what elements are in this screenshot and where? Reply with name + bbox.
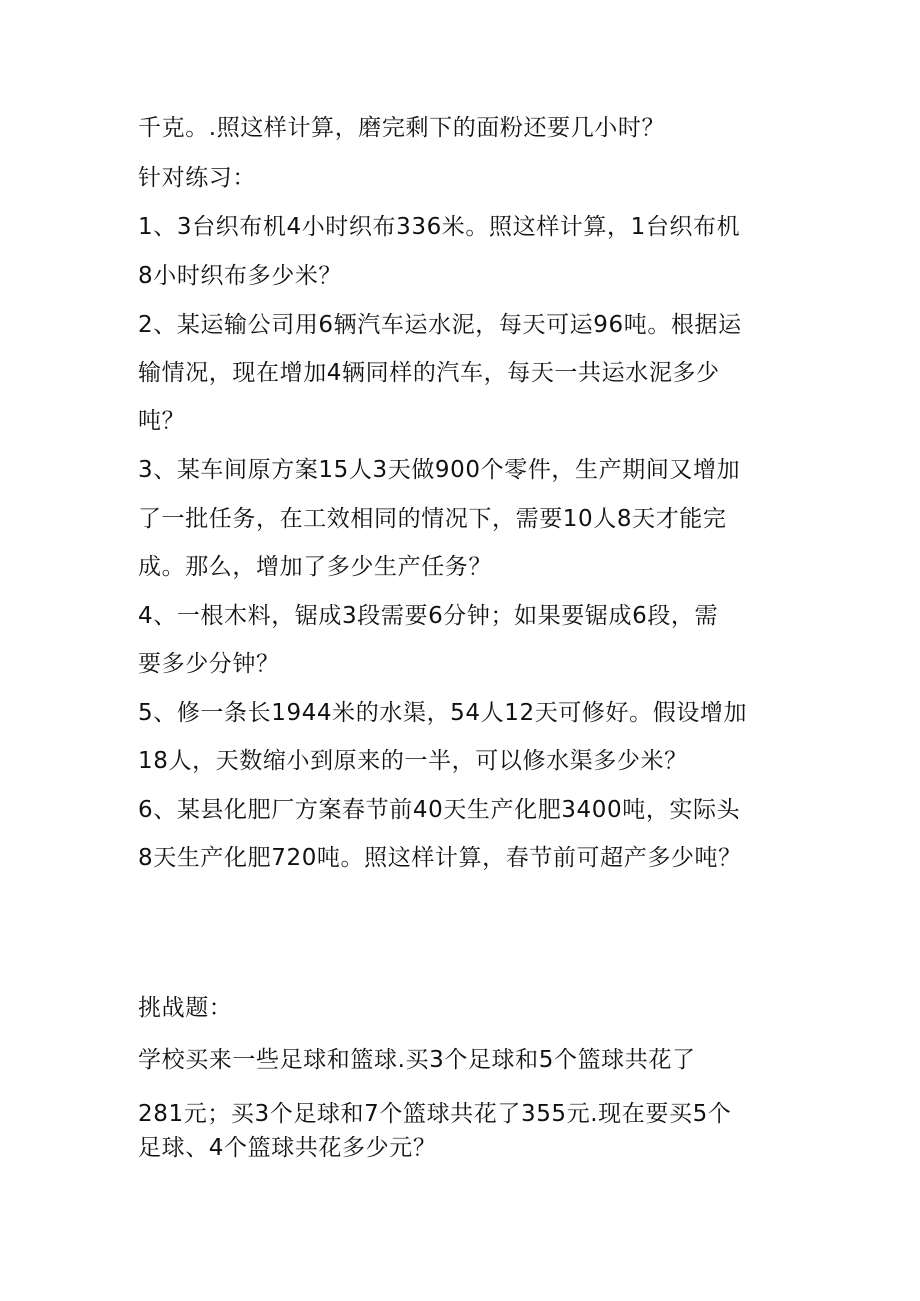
challenge-line: 281元；买3个足球和7个篮球共花了355元.现在要买5个 [138,1101,732,1127]
practice-line: 1、3台织布机4小时织布336米。照这样计算，1台织布机 [138,214,741,240]
practice-heading: 针对练习： [138,165,256,191]
practice-line: 8小时织布多少米？ [138,263,343,289]
practice-line: 了一批任务，在工效相同的情况下，需要10人8天才能完 [138,506,727,532]
practice-line: 要多少分钟？ [138,651,280,677]
practice-line: 4、一根木料，锯成3段需要6分钟；如果要锯成6段，需 [138,603,719,629]
challenge-heading: 挑战题： [138,995,233,1021]
practice-line: 成。那么，增加了多少生产任务？ [138,554,492,580]
practice-line: 5、修一条长1944米的水渠，54人12天可修好。假设增加 [138,700,748,726]
challenge-line: 学校买来一些足球和篮球.买3个足球和5个篮球共花了 [138,1047,696,1073]
intro-tail-text: 千克。.照这样计算，磨完剩下的面粉还要几小时？ [138,115,666,141]
challenge-line: 足球、4个篮球共花多少元？ [138,1135,437,1161]
practice-line: 2、某运输公司用6辆汽车运水泥，每天可运96吨。根据运 [138,312,742,338]
practice-line: 输情况，现在增加4辆同样的汽车，每天一共运水泥多少 [138,360,720,386]
practice-line: 8天生产化肥720吨。照这样计算，春节前可超产多少吨？ [138,845,742,871]
practice-line: 吨？ [138,408,186,434]
practice-line: 18人，天数缩小到原来的一半，可以修水渠多少米？ [138,748,688,774]
practice-line: 3、某车间原方案15人3天做900个零件，生产期间又增加 [138,457,741,483]
practice-line: 6、某县化肥厂方案春节前40天生产化肥3400吨，实际头 [138,797,741,823]
